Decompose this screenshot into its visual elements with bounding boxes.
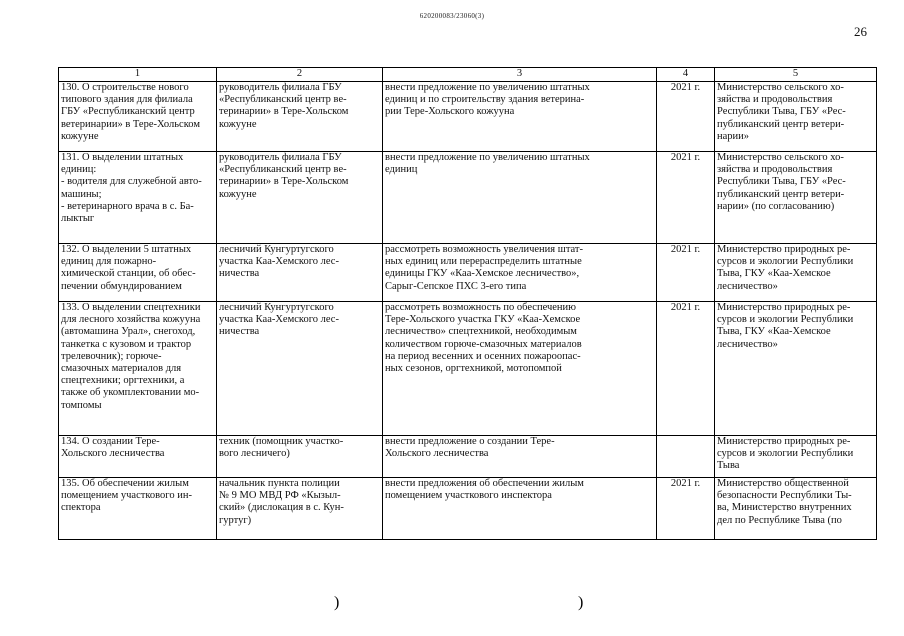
margin-mark: ) — [578, 594, 584, 611]
cell-line: внести предложение по увеличению штатных — [385, 152, 590, 163]
table-row — [59, 478, 877, 540]
cell-line: рии Тере-Хольского кожууна — [385, 106, 515, 118]
responsible-cell — [217, 478, 383, 540]
cell-line: единиц для пожарно- — [61, 256, 157, 268]
margin-mark: ) — [334, 594, 340, 611]
cell-line: руководитель филиала ГБУ — [219, 152, 342, 163]
cell-line: кожууне — [219, 118, 257, 130]
cell-line: нарии» — [717, 130, 750, 142]
responsible-cell — [217, 82, 383, 152]
responsible-cell — [217, 302, 383, 436]
cell-line: лесничество» спецтехникой, необходимым — [385, 326, 577, 338]
cell-line: Хольского лесничества — [61, 448, 165, 460]
cell-line: теринарии» в Тере-Хольском — [219, 176, 349, 188]
cell-line: 135. Об обеспечении жилым — [61, 478, 189, 489]
cell-line: Республики Тыва, ГБУ «Рес- — [717, 106, 846, 118]
responsible-cell — [217, 244, 383, 302]
table-row — [59, 436, 877, 478]
action-cell — [383, 436, 657, 478]
cell-line: публиканский центр ветери- — [717, 118, 845, 130]
cell-line: единиц: — [61, 164, 97, 176]
column-header: 1 — [59, 68, 217, 82]
cell-line: публиканский центр ветери- — [717, 188, 845, 200]
cell-line: помещением участкового ин- — [61, 490, 192, 502]
executor-cell — [715, 152, 877, 244]
deadline-cell: 2021 г. — [657, 244, 715, 302]
cell-line: 133. О выделении спецтехники — [61, 302, 201, 313]
cell-line: также об укомплектовании мо- — [61, 387, 200, 399]
cell-line: трелевочник); горюче- — [61, 350, 162, 362]
table-row — [59, 244, 877, 302]
cell-line: зяйства и продовольствия — [717, 164, 833, 176]
cell-line: сурсов и экологии Республики — [717, 314, 854, 326]
column-header: 2 — [217, 68, 383, 82]
cell-line: ский» (дислокация в с. Кун- — [219, 502, 344, 514]
table-row — [59, 302, 877, 436]
cell-line: спектора — [61, 502, 101, 514]
cell-line: «Республиканский центр ве- — [219, 164, 347, 176]
cell-line: машины; — [61, 188, 102, 200]
cell-line: Министерство сельского хо- — [717, 82, 844, 93]
deadline-cell: 2021 г. — [657, 152, 715, 244]
cell-line: 134. О создании Тере- — [61, 436, 160, 447]
deadline-cell: 2021 г. — [657, 82, 715, 152]
column-header: 5 — [715, 68, 877, 82]
cell-line: Министерство общественной — [717, 478, 849, 489]
cell-line: сурсов и экологии Республики — [717, 448, 854, 460]
cell-line: 132. О выделении 5 штатных — [61, 244, 192, 255]
executor-cell — [715, 478, 877, 540]
cell-line: теринарии» в Тере-Хольском — [219, 106, 349, 118]
deadline-cell: 2021 г. — [657, 302, 715, 436]
cell-line: единицы ГКУ «Каа-Хемское лесничество», — [385, 268, 580, 280]
cell-line: ГБУ «Республиканский центр — [61, 106, 195, 118]
deadline-cell — [657, 436, 715, 478]
cell-line: - ветеринарного врача в с. Ба- — [61, 200, 194, 212]
executor-cell — [715, 302, 877, 436]
cell-line: внести предложение по увеличению штатных — [385, 82, 590, 93]
executor-cell — [715, 244, 877, 302]
page-number: 26 — [854, 24, 867, 39]
cell-line: руководитель филиала ГБУ — [219, 82, 342, 93]
action-cell — [383, 82, 657, 152]
cell-line: печении обмундированием — [61, 280, 182, 292]
cell-line: участка Каа-Хемского лес- — [219, 256, 339, 268]
cell-line: дел по Республике Тыва (по — [717, 514, 842, 526]
cell-line: № 9 МО МВД РФ «Кызыл- — [219, 490, 341, 502]
cell-line: смазочных материалов для — [61, 363, 182, 375]
measure-cell — [59, 82, 217, 152]
column-header: 4 — [657, 68, 715, 82]
cell-line: безопасности Республики Ты- — [717, 490, 852, 502]
action-cell — [383, 478, 657, 540]
measure-cell — [59, 152, 217, 244]
cell-line: - водителя для служебной авто- — [61, 176, 202, 188]
cell-line: ничества — [219, 268, 260, 280]
cell-line: нарии» (по согласованию) — [717, 200, 835, 212]
cell-line: количеством горюче-смазочных материалов — [385, 338, 582, 350]
cell-line: «Республиканский центр ве- — [219, 94, 347, 106]
cell-line: Сарыг-Сепское ПХС 3-его типа — [385, 280, 527, 292]
cell-line: ветеринарии» в Тере-Хольском — [61, 118, 200, 130]
cell-line: Тыва, ГКУ «Каа-Хемское — [717, 326, 831, 338]
action-cell — [383, 244, 657, 302]
cell-line: лыктыг — [61, 213, 95, 225]
cell-line: рассмотреть возможность увеличения штат- — [385, 244, 584, 255]
measure-cell — [59, 478, 217, 540]
deadline-cell: 2021 г. — [657, 478, 715, 540]
cell-line: кожууне — [61, 130, 99, 142]
cell-line: начальник пункта полиции — [219, 478, 340, 489]
measure-cell — [59, 436, 217, 478]
column-header: 3 — [383, 68, 657, 82]
action-cell — [383, 302, 657, 436]
responsible-cell — [217, 152, 383, 244]
cell-line: 131. О выделении штатных — [61, 152, 184, 163]
cell-line: ва, Министерство внутренних — [717, 502, 852, 514]
cell-line: помещением участкового инспектора — [385, 490, 552, 502]
measure-cell — [59, 244, 217, 302]
cell-line: Министерство природных ре- — [717, 244, 851, 255]
cell-line: сурсов и экологии Республики — [717, 256, 854, 268]
cell-line: Министерство природных ре- — [717, 436, 851, 447]
cell-line: лесничий Кунгуртугского — [219, 302, 334, 313]
cell-line: ных сезонов, оргтехникой, мотопомпой — [385, 363, 562, 375]
cell-line: Тыва, ГКУ «Каа-Хемское — [717, 268, 831, 280]
cell-line: для лесного хозяйства кожууна — [61, 314, 201, 326]
cell-line: зяйства и продовольствия — [717, 94, 833, 106]
action-plan-table — [58, 67, 877, 540]
cell-line: рассмотреть возможность по обеспечению — [385, 302, 577, 313]
cell-line: вого лесничего) — [219, 448, 290, 460]
executor-cell — [715, 82, 877, 152]
cell-line: 130. О строительстве нового — [61, 82, 189, 93]
cell-line: типового здания для филиала — [61, 94, 193, 106]
cell-line: Министерство природных ре- — [717, 302, 851, 313]
cell-line: Тыва — [717, 460, 740, 472]
cell-line: Тере-Хольского участка ГКУ «Каа-Хемское — [385, 314, 581, 326]
cell-line: единиц и по строительству здания ветерина- — [385, 94, 585, 106]
cell-line: техник (помощник участко- — [219, 436, 344, 447]
cell-line: Министерство сельского хо- — [717, 152, 844, 163]
cell-line: на период весенних и осенних пожароопас- — [385, 350, 581, 362]
action-cell — [383, 152, 657, 244]
cell-line: участка Каа-Хемского лес- — [219, 314, 339, 326]
cell-line: Республики Тыва, ГБУ «Рес- — [717, 176, 846, 188]
cell-line: (автомашина Урал», снегоход, — [61, 326, 196, 338]
document-code: 620200083/23060(3) — [419, 12, 485, 20]
responsible-cell — [217, 436, 383, 478]
cell-line: томпомы — [61, 399, 102, 411]
cell-line: Хольского лесничества — [385, 448, 489, 460]
cell-line: лесничий Кунгуртугского — [219, 244, 334, 255]
cell-line: ных единиц или перераспределить штатные — [385, 256, 582, 268]
cell-line: внести предложение о создании Тере- — [385, 436, 555, 447]
cell-line: химической станции, об обес- — [61, 268, 196, 280]
cell-line: кожууне — [219, 188, 257, 200]
cell-line: лесничество» — [717, 280, 778, 292]
cell-line: спецтехники; оргтехники, а — [61, 375, 185, 387]
cell-line: лесничество» — [717, 338, 778, 350]
measure-cell — [59, 302, 217, 436]
table-row — [59, 82, 877, 152]
cell-line: танкетка с кузовом и трактор — [61, 338, 192, 350]
executor-cell — [715, 436, 877, 478]
cell-line: единиц — [385, 164, 418, 176]
table-row — [59, 152, 877, 244]
cell-line: гуртуг) — [219, 514, 252, 526]
cell-line: внести предложения об обеспечении жилым — [385, 478, 584, 489]
table-header-row — [59, 68, 877, 82]
cell-line: ничества — [219, 326, 260, 338]
